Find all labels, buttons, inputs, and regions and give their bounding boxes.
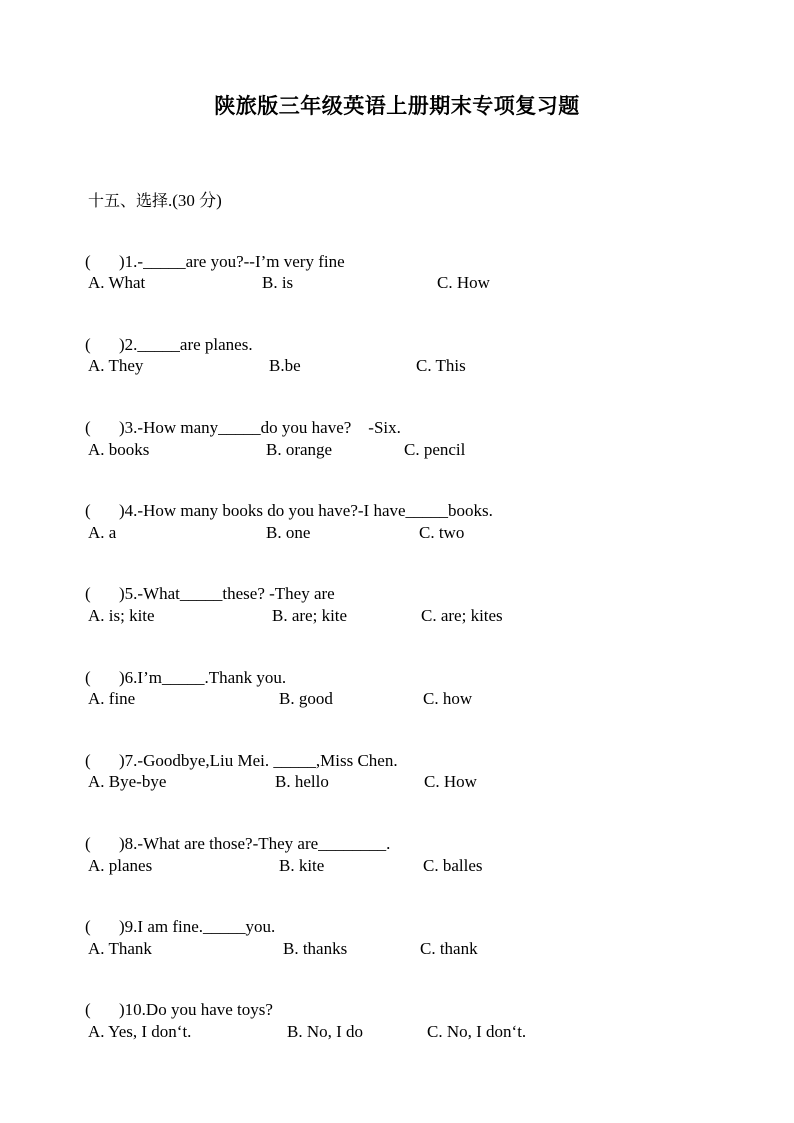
answer-blank[interactable]: ( bbox=[85, 501, 91, 520]
question-text: )4.-How many books do you have?-I have_____books. bbox=[119, 501, 493, 520]
answer-blank[interactable]: ( bbox=[85, 751, 91, 770]
question-8-option-c: C. balles bbox=[423, 856, 483, 875]
question-6-option-a: A. fine bbox=[88, 689, 136, 708]
question-4-option-b: B. one bbox=[266, 523, 311, 542]
question-3-option-c: C. pencil bbox=[404, 440, 466, 459]
section-label: 十五、选择 bbox=[88, 191, 169, 210]
question-4-option-a: A. a bbox=[88, 523, 117, 542]
question-2-option-b: B.be bbox=[269, 356, 301, 375]
question-6-option-c: C. how bbox=[423, 689, 473, 708]
page-title: 陕旅版三年级英语上册期末专项复习题 bbox=[214, 93, 580, 118]
question-3-option-a: A. books bbox=[88, 440, 150, 459]
question-3-option-b: B. orange bbox=[266, 440, 333, 459]
answer-blank[interactable]: ( bbox=[85, 1000, 91, 1019]
answer-blank[interactable]: ( bbox=[85, 834, 91, 853]
question-9-option-a: A. Thank bbox=[88, 939, 152, 958]
question-10-option-c: C. No, I don‘t. bbox=[427, 1022, 527, 1041]
question-text: )8.-What are those?-They are________. bbox=[119, 834, 391, 853]
question-7-option-b: B. hello bbox=[275, 772, 329, 791]
answer-blank[interactable]: ( bbox=[85, 418, 91, 437]
question-7-option-c: C. How bbox=[424, 772, 477, 791]
answer-blank[interactable]: ( bbox=[85, 917, 91, 936]
question-5-option-c: C. are; kites bbox=[421, 606, 503, 625]
question-7-option-a: A. Bye-bye bbox=[88, 772, 167, 791]
answer-blank[interactable]: ( bbox=[85, 252, 91, 271]
question-text: )2._____are planes. bbox=[119, 335, 253, 354]
question-4-option-c: C. two bbox=[419, 523, 465, 542]
question-8-option-b: B. kite bbox=[279, 856, 325, 875]
question-1-option-a: A. What bbox=[88, 273, 146, 292]
question-text: )7.-Goodbye,Liu Mei. _____,Miss Chen. bbox=[119, 751, 398, 770]
question-2-option-c: C. This bbox=[416, 356, 466, 375]
question-5-option-b: B. are; kite bbox=[272, 606, 348, 625]
question-8-option-a: A. planes bbox=[88, 856, 153, 875]
answer-blank[interactable]: ( bbox=[85, 668, 91, 687]
question-5-option-a: A. is; kite bbox=[88, 606, 155, 625]
question-1-option-c: C. How bbox=[437, 273, 490, 292]
question-1-option-b: B. is bbox=[262, 273, 294, 292]
question-9-option-c: C. thank bbox=[420, 939, 478, 958]
section-heading bbox=[88, 186, 222, 211]
question-text: )1.-_____are you?--I’m very fine bbox=[119, 252, 345, 271]
question-6-option-b: B. good bbox=[279, 689, 333, 708]
question-2-option-a: A. They bbox=[88, 356, 144, 375]
question-10-option-b: B. No, I do bbox=[287, 1022, 364, 1041]
question-text: )9.I am fine._____you. bbox=[119, 917, 276, 936]
question-10-option-a: A. Yes, I don‘t. bbox=[88, 1022, 192, 1041]
section-points: .(30 分) bbox=[168, 191, 222, 210]
question-text: )6.I’m_____.Thank you. bbox=[119, 668, 287, 687]
question-9-option-b: B. thanks bbox=[283, 939, 348, 958]
question-text: )10.Do you have toys? bbox=[119, 1000, 273, 1019]
answer-blank[interactable]: ( bbox=[85, 335, 91, 354]
question-text: )5.-What_____these? -They are bbox=[119, 584, 335, 603]
answer-blank[interactable]: ( bbox=[85, 584, 91, 603]
question-text: )3.-How many_____do you have? -Six. bbox=[119, 418, 401, 437]
